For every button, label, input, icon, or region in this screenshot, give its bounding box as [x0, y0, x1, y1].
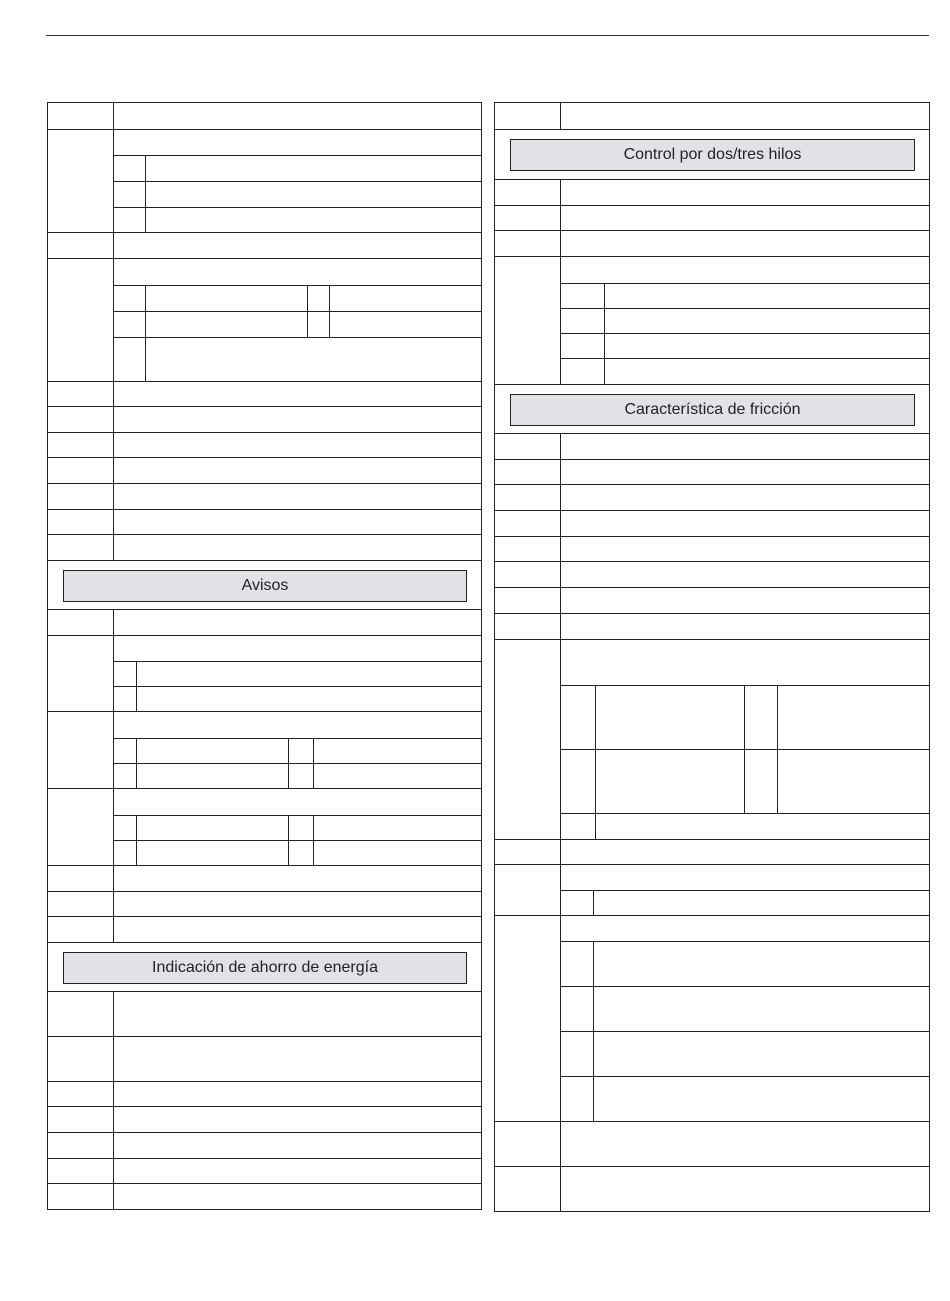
table-row	[495, 865, 929, 916]
right-parameter-table	[494, 102, 930, 1212]
table-row	[48, 712, 481, 789]
table-row	[495, 840, 929, 865]
table-row	[495, 231, 929, 257]
table-row	[48, 382, 481, 407]
table-row	[48, 1107, 481, 1133]
section-banner-control-hilos: Control por dos/tres hilos	[510, 139, 915, 171]
section-row-ahorro-energia	[48, 943, 481, 992]
table-row	[48, 259, 481, 382]
table-row	[48, 458, 481, 484]
section-row-avisos	[48, 561, 481, 610]
table-row	[48, 1037, 481, 1082]
table-row	[495, 614, 929, 640]
table-row	[495, 916, 929, 1122]
header-rule	[46, 35, 929, 36]
table-row	[48, 610, 481, 636]
table-row	[48, 1184, 481, 1209]
table-row	[48, 407, 481, 433]
table-row	[495, 588, 929, 614]
table-row	[495, 640, 929, 840]
table-row	[495, 1167, 929, 1211]
table-row	[48, 866, 481, 892]
table-row	[48, 1133, 481, 1159]
section-banner-friccion: Característica de fricción	[510, 394, 915, 426]
section-banner-ahorro-energia: Indicación de ahorro de energía	[63, 952, 467, 984]
table-row	[48, 103, 481, 130]
table-row	[495, 180, 929, 206]
table-row	[495, 434, 929, 460]
table-row	[495, 103, 929, 130]
table-row	[495, 1122, 929, 1167]
section-row-friccion	[495, 385, 929, 434]
table-row	[48, 130, 481, 233]
table-row	[495, 511, 929, 537]
table-row	[48, 636, 481, 712]
table-row	[495, 485, 929, 511]
table-row	[495, 206, 929, 231]
table-row	[495, 460, 929, 485]
table-row	[48, 510, 481, 535]
table-row	[48, 535, 481, 561]
table-row	[48, 917, 481, 943]
table-row	[495, 562, 929, 588]
table-row	[48, 789, 481, 866]
table-row	[48, 1082, 481, 1107]
table-row	[48, 892, 481, 917]
table-row	[48, 484, 481, 510]
left-parameter-table	[47, 102, 482, 1210]
table-row	[48, 433, 481, 458]
table-row	[48, 233, 481, 259]
table-row	[495, 257, 929, 385]
table-row	[48, 992, 481, 1037]
section-banner-avisos: Avisos	[63, 570, 467, 602]
table-row	[48, 1159, 481, 1184]
table-row	[495, 537, 929, 562]
section-row-control-hilos	[495, 130, 929, 180]
